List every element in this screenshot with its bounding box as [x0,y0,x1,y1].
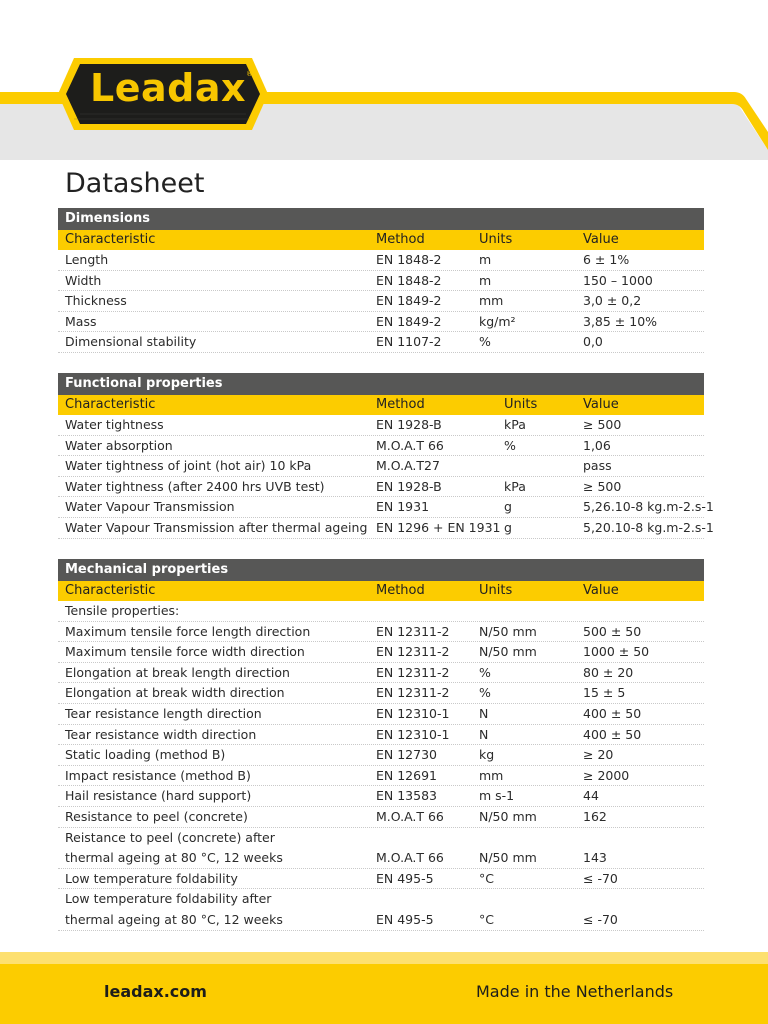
col-value: Value [583,583,619,598]
cell-method: EN 1849-2 [376,313,442,329]
cell-method: M.O.A.T 66 [376,850,444,866]
cell-method: EN 12311-2 [376,685,450,701]
table-row [58,828,704,849]
cell-units: N [479,726,489,742]
cell-value: 162 [583,808,607,824]
table-row [58,663,704,684]
cell-characteristic: Water tightness of joint (hot air) 10 kPa [65,458,312,474]
table-row [58,622,704,643]
cell-value: ≥ 500 [583,417,622,432]
table-row [58,332,704,353]
table-row [58,477,704,498]
table-row [58,786,704,807]
section-title: Dimensions [58,208,704,230]
cell-units: mm [479,767,504,783]
cell-characteristic: Tear resistance length direction [65,705,262,721]
cell-units: N [479,705,489,721]
cell-units: °C [479,911,494,927]
cell-characteristic: Water tightness [65,417,164,432]
cell-method: EN 12310-1 [376,726,450,742]
col-value: Value [583,397,619,412]
cell-value: ≥ 20 [583,747,614,763]
cell-units: m [479,272,492,288]
cell-method: EN 13583 [376,788,437,804]
table-row [58,415,704,436]
cell-units: g [504,499,512,515]
cell-value: 15 ± 5 [583,685,626,701]
cell-characteristic: Water Vapour Transmission [65,499,235,515]
table-row [58,745,704,766]
cell-method: EN 12311-2 [376,664,450,680]
table-row [58,869,704,890]
footer-website-link[interactable]: leadax.com [104,982,207,1001]
cell-units: g [504,519,512,535]
table-row [58,291,704,312]
section-mechanical-properties [58,559,704,931]
cell-units: kPa [504,478,526,494]
table-row [58,889,704,910]
cell-characteristic: Tensile properties: [65,603,180,618]
table-row [58,436,704,457]
table-row [58,518,714,539]
cell-units: mm [479,293,504,309]
cell-method: EN 1849-2 [376,293,442,309]
table-row [58,642,704,663]
cell-method: EN 1931 [376,499,430,515]
col-characteristic: Characteristic [65,232,156,247]
registered-mark: ® [246,70,253,78]
table-row [58,497,714,518]
cell-method: EN 495-5 [376,911,434,927]
cell-method: EN 12310-1 [376,705,450,721]
cell-value: pass [583,458,612,474]
table-row [58,704,704,725]
cell-value: 3,85 ± 10% [583,313,658,329]
cell-value: 1,06 [583,437,611,453]
cell-characteristic: Reistance to peel (concrete) after [65,829,275,845]
cell-units: m [479,252,492,267]
cell-method: EN 1107-2 [376,334,442,350]
column-header-row [58,395,704,415]
cell-characteristic: Length [65,252,109,267]
cell-method: EN 1928-B [376,417,442,432]
cell-value: 6 ± 1% [583,252,630,267]
footer-band [0,952,768,964]
col-method: Method [376,232,425,247]
table-row [58,456,704,477]
cell-method: EN 12311-2 [376,644,450,660]
cell-units: N/50 mm [479,623,537,639]
cell-characteristic: Resistance to peel (concrete) [65,808,248,824]
cell-value: ≥ 2000 [583,767,630,783]
table-row [58,807,704,828]
cell-characteristic: Maximum tensile force width direction [65,644,305,660]
col-characteristic: Characteristic [65,397,156,412]
cell-value: 0,0 [583,334,603,350]
cell-value: 143 [583,850,607,866]
cell-characteristic: Maximum tensile force length direction [65,623,311,639]
cell-value: ≤ -70 [583,911,618,927]
cell-units: % [479,685,491,701]
cell-value: ≤ -70 [583,870,618,886]
cell-value: 1000 ± 50 [583,644,650,660]
cell-characteristic: Low temperature foldability [65,870,238,886]
table-row [58,601,704,622]
cell-characteristic: Mass [65,313,97,329]
cell-characteristic: Elongation at break width direction [65,685,285,701]
cell-units: °C [479,870,494,886]
col-characteristic: Characteristic [65,583,156,598]
cell-method: EN 1928-B [376,478,442,494]
cell-units: % [504,437,516,453]
col-units: Units [504,397,538,412]
cell-method: M.O.A.T27 [376,458,440,474]
table-row [58,848,704,869]
section-title: Mechanical properties [58,559,704,581]
cell-characteristic: Water tightness (after 2400 hrs UVB test) [65,478,325,494]
cell-value: 5,26.10-8 kg.m-2.s-1 [583,499,714,515]
table-row [58,766,704,787]
cell-characteristic: Static loading (method B) [65,747,226,763]
page-header [0,0,768,160]
cell-units: N/50 mm [479,808,537,824]
cell-value: 3,0 ± 0,2 [583,293,642,309]
cell-value: 400 ± 50 [583,726,642,742]
cell-units: % [479,664,491,680]
cell-units: N/50 mm [479,644,537,660]
table-row [58,725,704,746]
cell-method: EN 1296 + EN 1931 [376,519,501,535]
page-title: Datasheet [65,168,205,199]
footer-tagline: Made in the Netherlands [476,982,674,1001]
cell-value: 44 [583,788,599,804]
table-row [58,683,704,704]
cell-method: EN 12691 [376,767,437,783]
cell-characteristic: Width [65,272,102,288]
section-functional-properties [58,373,714,539]
cell-characteristic: Impact resistance (method B) [65,767,251,783]
cell-characteristic: thermal ageing at 80 °C, 12 weeks [65,850,283,866]
col-method: Method [376,583,425,598]
cell-method: EN 1848-2 [376,272,442,288]
cell-method: M.O.A.T 66 [376,437,444,453]
cell-method: EN 1848-2 [376,252,442,267]
column-header-row [58,581,704,601]
cell-value: 400 ± 50 [583,705,642,721]
cell-value: 80 ± 20 [583,664,634,680]
cell-value: 150 – 1000 [583,272,653,288]
cell-units: m s-1 [479,788,515,804]
cell-characteristic: Thickness [65,293,127,309]
cell-value: 500 ± 50 [583,623,642,639]
table-row [58,271,704,292]
cell-characteristic: Hail resistance (hard support) [65,788,252,804]
cell-characteristic: thermal ageing at 80 °C, 12 weeks [65,911,283,927]
cell-units: % [479,334,491,350]
cell-characteristic: Dimensional stability [65,334,197,350]
cell-characteristic: Elongation at break length direction [65,664,290,680]
col-value: Value [583,232,619,247]
table-row [58,250,704,271]
cell-characteristic: Low temperature foldability after [65,891,272,907]
cell-method: M.O.A.T 66 [376,808,444,824]
cell-characteristic: Water absorption [65,437,173,453]
cell-units: N/50 mm [479,850,537,866]
col-units: Units [479,232,513,247]
table-row [58,910,704,931]
section-title: Functional properties [58,373,704,395]
col-method: Method [376,397,425,412]
cell-method: EN 12311-2 [376,623,450,639]
table-row [58,312,704,333]
cell-units: kPa [504,417,526,432]
cell-method: EN 495-5 [376,870,434,886]
cell-units: kg [479,747,495,763]
cell-value: ≥ 500 [583,478,622,494]
cell-characteristic: Water Vapour Transmission after thermal ageing [65,519,368,535]
logo: Leadax [90,66,246,110]
column-header-row [58,230,704,250]
cell-value: 5,20.10-8 kg.m-2.s-1 [583,519,714,535]
cell-characteristic: Tear resistance width direction [65,726,257,742]
cell-units: kg/m² [479,313,516,329]
col-units: Units [479,583,513,598]
section-dimensions [58,208,704,353]
cell-method: EN 12730 [376,747,437,763]
